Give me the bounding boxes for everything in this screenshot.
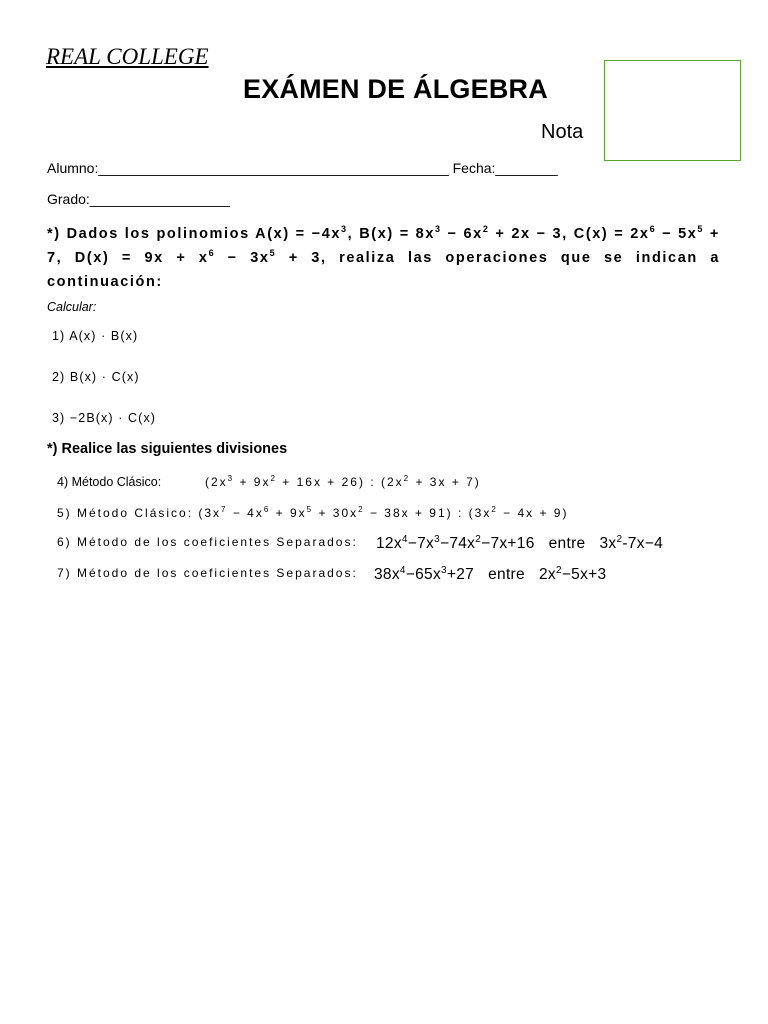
grade-box [604,60,741,161]
exam-title: EXÁMEN DE ÁLGEBRA [243,74,548,104]
divisions-heading: *) Realice las siguientes divisiones [47,441,288,457]
exercise-6-expression: $12x^4-7x^3-74x^2-7x+16$ entre $3x^2-7x-4$ [376,533,664,552]
school-name: REAL COLLEGE [46,44,209,69]
grado-line: Grado:__________________ [47,191,230,207]
exercise-6-label: 6) Método de los coeficientes Separados: [57,535,358,549]
calcular-label: Calcular: [47,300,97,314]
exercise-3: 3) −2B(x) · C(x) [52,411,157,425]
exercise-7-label: 7) Método de los coeficientes Separados: [57,566,358,580]
exercise-4-label: 4) Método Clásico: [57,475,162,489]
nota-label: Nota [541,121,584,143]
entre-label: entre [548,535,586,552]
exercise-7-expression: $38x^4-65x^3+27$ entre $2x^2-5x+3$ [374,564,607,583]
instruction-polynomials: *) Dados los polinomios $A(x) = -4x^3$, $B(x) = 8x^3 - 6x^2 + 2x - 3$, $C(x) = 2x^6 - 5x^5 + 7$, $D(x) = 9x + x^6 - 3x^5 + 3$, realiza las operaciones que se indican a continuación: [47,224,720,290]
exercise-1: 1) A(x) · B(x) [52,329,139,343]
exercise-2: 2) B(x) · C(x) [52,370,140,384]
exercise-5: 5) Método Clásico: $(3x^7 - 4x^6 + 9x^5 + 30x^2 - 38x + 91)$ : $(3x^2 - 4x + 9)$ [57,505,569,520]
alumno-fecha-line: Alumno:_____________________________________________ Fecha:________ [47,160,558,176]
entre-label: entre [488,566,525,583]
exercise-4-expression: $(2x^3 + 9x^2 + 16x + 26)$ : $(2x^2 + 3x + 7)$ [205,474,481,489]
